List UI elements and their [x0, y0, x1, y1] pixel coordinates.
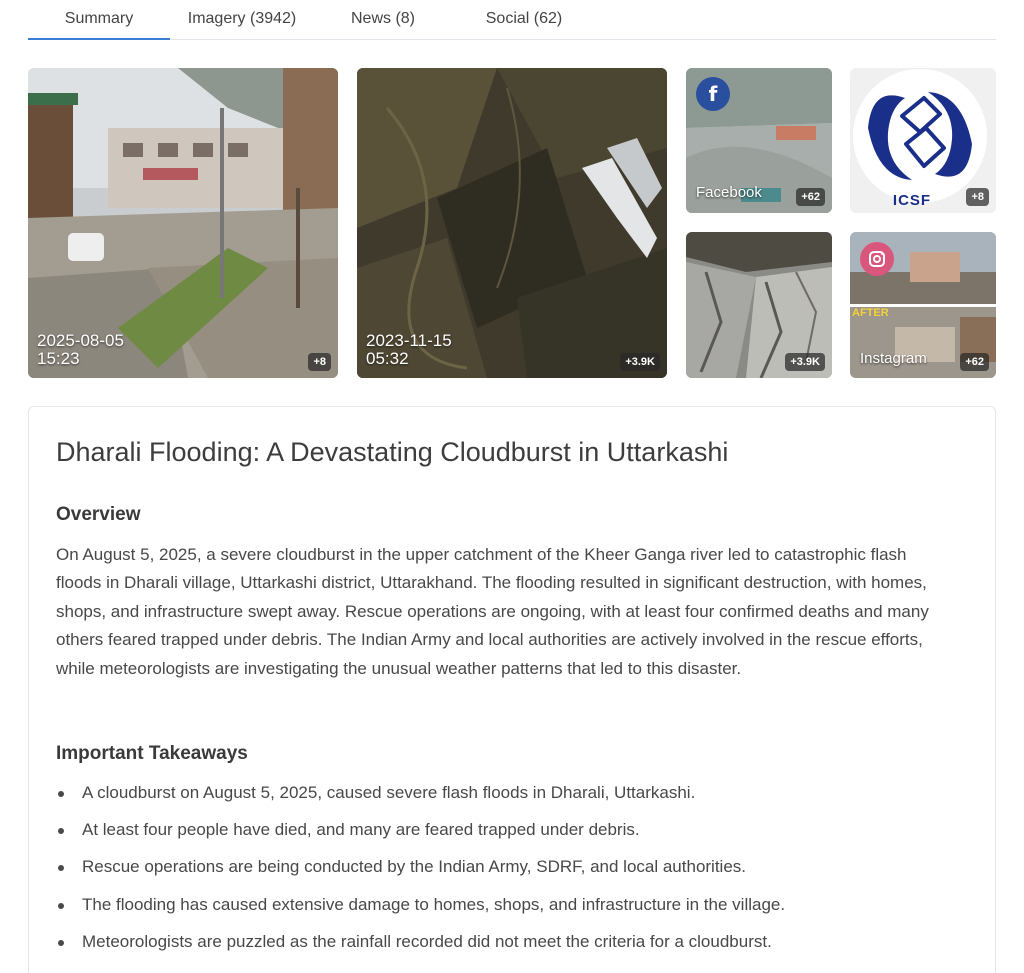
tab-bar	[28, 0, 996, 40]
after-overlay-text: AFTER	[852, 307, 889, 319]
instagram-source-label: Instagram	[860, 350, 927, 367]
overview-heading: Overview	[56, 504, 141, 525]
icsf-post-tile[interactable]	[850, 68, 996, 213]
photo-timestamp	[37, 332, 124, 368]
list-item: At least four people have died, and many are feared trapped under debris.	[56, 818, 956, 855]
instagram-count-badge: +62	[960, 353, 989, 371]
icsf-logo-text: ICSF	[892, 192, 932, 209]
list-item: Rescue operations are being conducted by the Indian Army, SDRF, and local authorities.	[56, 855, 956, 892]
summary-card	[28, 406, 996, 973]
tab-news[interactable]: News (8)	[350, 10, 415, 27]
list-item: The flooding has caused extensive damage to homes, shops, and infrastructure in the village.	[56, 893, 956, 930]
flood-photo-tile[interactable]	[28, 68, 338, 378]
photo-count-badge: +8	[308, 353, 331, 371]
satellite-image-tile[interactable]	[357, 68, 667, 378]
article-title: Dharali Flooding: A Devastating Cloudburst in Uttarkashi	[56, 437, 729, 467]
tab-social[interactable]: Social (62)	[485, 10, 563, 27]
satellite-time: 05:32	[366, 349, 409, 368]
terrain-count-badge: +3.9K	[785, 353, 825, 371]
instagram-post-tile[interactable]	[850, 232, 996, 378]
takeaways-heading: Important Takeaways	[56, 743, 248, 764]
photo-date: 2025-08-05	[37, 331, 124, 350]
tab-summary[interactable]: Summary	[28, 10, 170, 40]
instagram-icon	[860, 242, 894, 276]
tab-imagery[interactable]: Imagery (3942)	[187, 10, 297, 27]
icsf-count-badge: +8	[966, 188, 989, 206]
satellite-count-badge: +3.9K	[620, 353, 660, 371]
takeaways-list	[56, 781, 956, 967]
facebook-source-label: Facebook	[696, 184, 762, 201]
list-item: A cloudburst on August 5, 2025, caused severe flash floods in Dharali, Uttarkashi.	[56, 781, 956, 818]
overview-text: On August 5, 2025, a severe cloudburst in the upper catchment of the Kheer Ganga river led to catastrophic flash floods in Dharali village, Uttarkashi district, Uttarakhand. The flooding resulted in significant destruction, with homes, shops, and infrastructure swept away. Rescue operations are ongoing, with at least four confirmed deaths and many others feared trapped under debris. The Indian Army and local authorities are actively involved in the rescue efforts, while meteorologists are investigating the unusual weather patterns that led to this disaster.	[56, 545, 929, 678]
facebook-post-tile[interactable]	[686, 68, 832, 213]
satellite-date: 2023-11-15	[366, 331, 452, 350]
facebook-icon: f	[696, 77, 730, 111]
list-item: Meteorologists are puzzled as the rainfall recorded did not meet the criteria for a cloudburst.	[56, 930, 956, 967]
photo-time: 15:23	[37, 349, 80, 368]
terrain-image-tile[interactable]	[686, 232, 832, 378]
satellite-timestamp	[366, 332, 452, 368]
facebook-count-badge: +62	[796, 188, 825, 206]
